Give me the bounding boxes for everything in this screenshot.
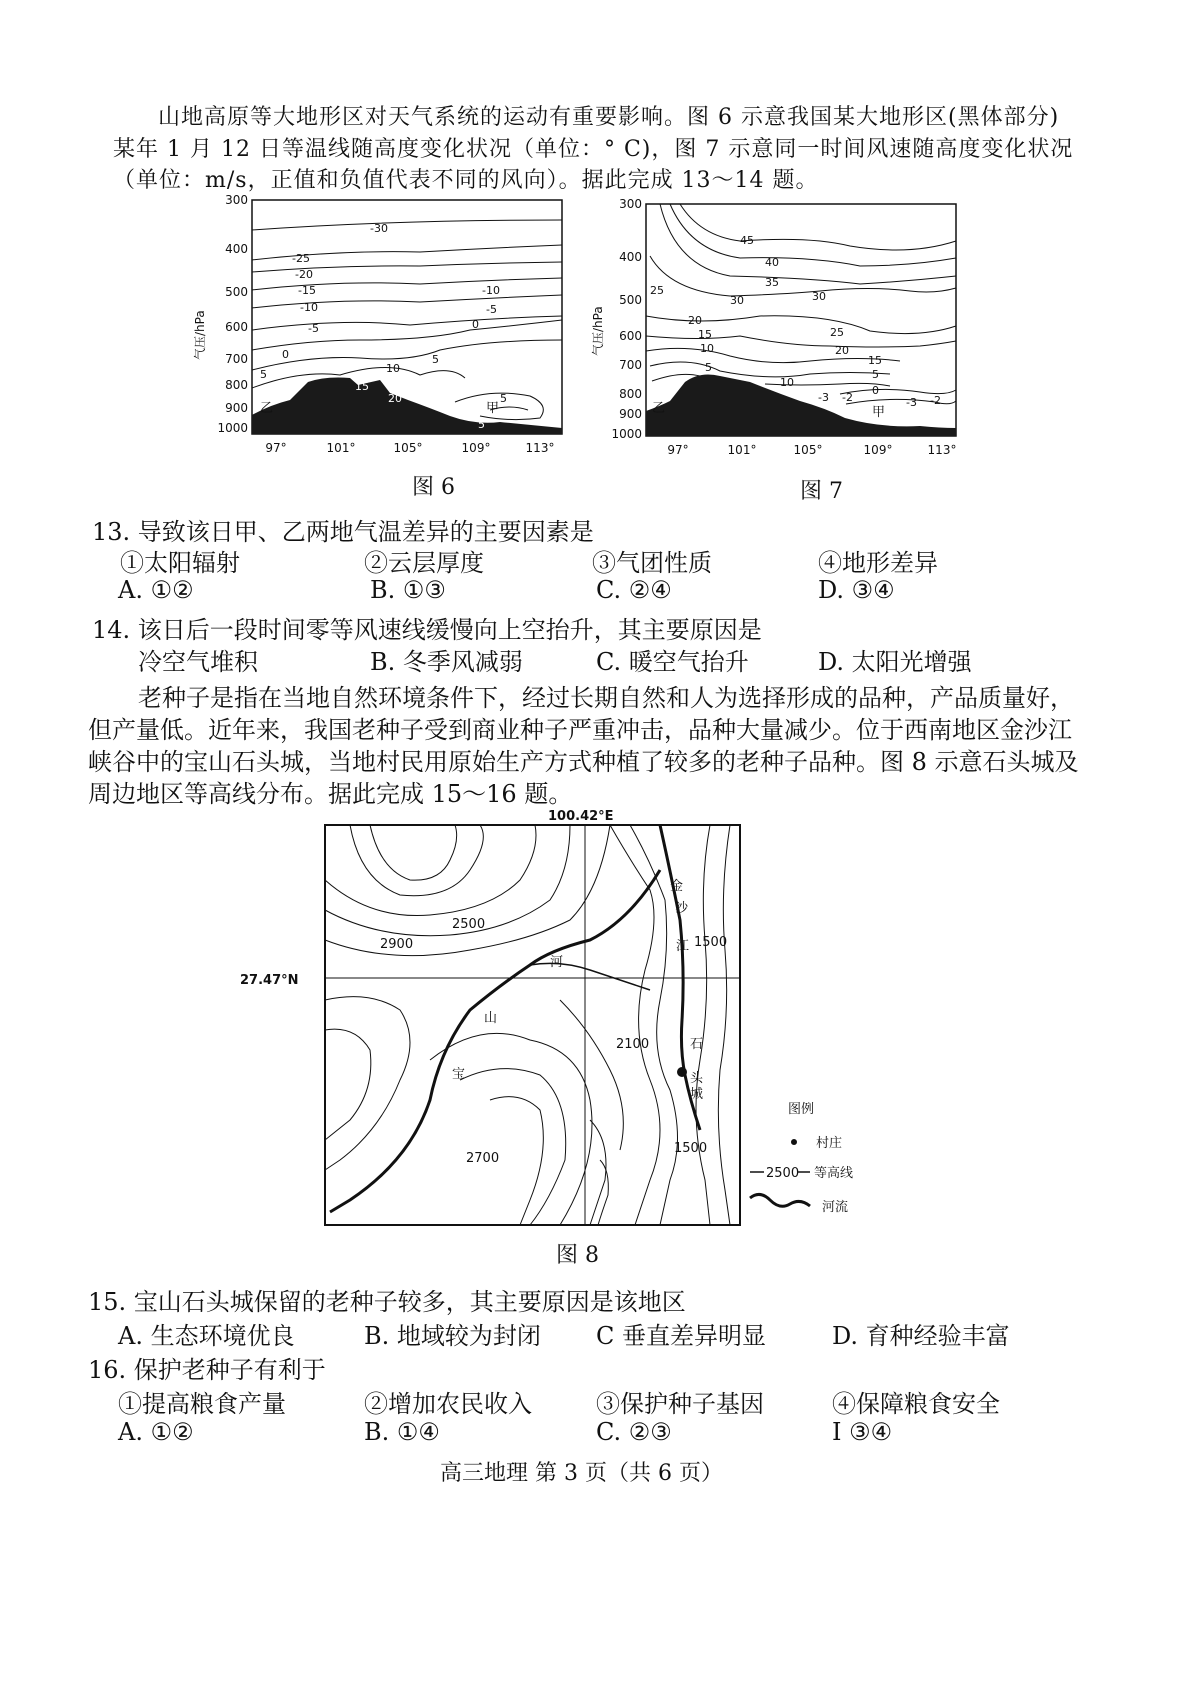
q13-option-c[interactable]: C. ②④	[596, 576, 672, 604]
fig8-contour-label: 1500	[694, 935, 728, 950]
q15-stem: 15. 宝山石头城保留的老种子较多，其主要原因是该地区	[88, 1288, 686, 1316]
fig8-river-char: 山	[484, 1011, 498, 1026]
fig6-contour-label: 10	[386, 362, 400, 375]
intro1-line1: 山地高原等大地形区对天气系统的运动有重要影响。图 6 示意我国某大地形区(黑体部分)	[158, 105, 1060, 130]
fig7-contour-label: 30	[730, 294, 744, 307]
fig7-contour-label: 5	[872, 368, 879, 381]
q13-option-d[interactable]: D. ③④	[818, 576, 895, 604]
q13-option-b[interactable]: B. ①③	[370, 576, 446, 604]
fig7-contour-label: -3	[906, 396, 917, 409]
fig6-xtick: 113°	[525, 441, 555, 455]
fig7-contour-label: 20	[835, 344, 849, 357]
fig6-contour-label: 5	[260, 368, 267, 381]
legend-title: 图例	[788, 1102, 815, 1117]
q15-option-c[interactable]: C 垂直差异明显	[596, 1322, 766, 1350]
fig6-contour-label: 5	[500, 392, 507, 405]
fig6-contour-label: -5	[308, 322, 319, 335]
fig7-caption: 图 7	[800, 479, 843, 504]
q16-option-b[interactable]: B. ①④	[364, 1418, 440, 1446]
intro2-line1: 老种子是指在当地自然环境条件下，经过长期自然和人为选择形成的品种，产品质量好，	[138, 684, 1074, 712]
fig6-contour-label: 0	[472, 318, 479, 331]
fig6-xtick: 101°	[326, 441, 356, 455]
q16-item: ③保护种子基因	[596, 1390, 764, 1418]
q13-item: ③气团性质	[592, 549, 712, 577]
fig7-xtick: 109°	[863, 443, 893, 457]
legend-village: 村庄	[816, 1136, 843, 1151]
fig7-contour-label: 0	[872, 384, 879, 397]
intro1-line3: （单位：m/s，正值和负值代表不同的风向）。据此完成 13～14 题。	[113, 168, 819, 193]
fig7-contour-label: 5	[705, 361, 712, 374]
fig7-ytick: 800	[619, 387, 642, 401]
q13-item: ②云层厚度	[364, 549, 484, 577]
fig8-river-char: 江	[676, 939, 690, 954]
q14-option-c[interactable]: C. 暖空气抬升	[596, 648, 749, 676]
fig7-ytick: 700	[619, 358, 642, 372]
fig7-xtick: 105°	[793, 443, 823, 457]
q14-option-a[interactable]: 冷空气堆积	[138, 648, 258, 676]
q16-option-a[interactable]: A. ①②	[118, 1418, 194, 1446]
fig7-contour-label: 10	[700, 342, 714, 355]
terrain	[252, 378, 562, 435]
fig7-ytick: 1000	[611, 427, 642, 441]
fig6-contour-label: 5	[478, 418, 485, 431]
q15-option-d[interactable]: D. 育种经验丰富	[832, 1322, 1010, 1350]
fig8-caption: 图 8	[556, 1243, 599, 1268]
legend-village-icon	[791, 1139, 797, 1145]
q13-item: ④地形差异	[818, 549, 938, 577]
figure-7	[590, 196, 990, 480]
fig7-ytick: 400	[619, 250, 642, 264]
intro2-line3: 峡谷中的宝山石头城，当地村民用原始生产方式种植了较多的老种子品种。图 8 示意石头城及	[88, 748, 1079, 776]
figure-6	[190, 190, 610, 480]
legend-river-icon	[750, 1194, 810, 1206]
fig6-caption: 图 6	[412, 475, 455, 500]
fig6-ytick: 600	[225, 320, 248, 334]
fig6-ytick: 500	[225, 285, 248, 299]
q14-option-b[interactable]: B. 冬季风减弱	[370, 648, 523, 676]
fig6-ytick: 700	[225, 352, 248, 366]
fig6-contour-label: -5	[486, 303, 497, 316]
fig6-xtick: 109°	[461, 441, 491, 455]
fig8-legend	[750, 1102, 853, 1215]
fig8-contour-label: 2100	[616, 1037, 650, 1052]
fig7-xtick: 113°	[927, 443, 957, 457]
fig7-contour-label: 30	[812, 290, 826, 303]
fig6-xtick: 97°	[265, 441, 287, 455]
fig8-town-char: 城	[690, 1087, 704, 1102]
q16-item: ④保障粮食安全	[832, 1390, 1000, 1418]
fig8-lat: 27.47°N	[240, 973, 299, 988]
q16-stem: 16. 保护老种子有利于	[88, 1356, 326, 1384]
legend-contour-value: 2500	[766, 1166, 800, 1181]
fig7-contour-label: -2	[930, 394, 941, 407]
fig7-contour-label: 20	[688, 314, 702, 327]
fig7-ytick: 600	[619, 329, 642, 343]
fig8-river-char: 河	[550, 955, 564, 970]
village-marker	[677, 1067, 687, 1077]
fig8-contour-label: 2900	[380, 937, 414, 952]
fig7-contour-label: 45	[740, 234, 754, 247]
intro2-line2: 但产量低。近年来，我国老种子受到商业种子严重冲击，品种大量减少。位于西南地区金沙江	[88, 716, 1072, 744]
fig7-contour-label: 35	[765, 276, 779, 289]
fig7-contour-label: 40	[765, 256, 779, 269]
q13-item: ①太阳辐射	[120, 549, 240, 577]
fig7-ytick: 500	[619, 293, 642, 307]
q16-option-d[interactable]: I ③④	[832, 1418, 893, 1446]
q16-item: ①提高粮食产量	[118, 1390, 286, 1418]
fig6-contour-label: -10	[482, 284, 500, 297]
fig6-contour-label: -25	[292, 252, 310, 265]
fig8-contour-label: 1500	[674, 1141, 708, 1156]
fig7-ylabel: 气压/hPa	[591, 306, 605, 356]
legend-river: 河流	[822, 1200, 849, 1215]
fig7-xtick: 101°	[727, 443, 757, 457]
fig8-lon: 100.42°E	[548, 809, 614, 824]
q16-option-c[interactable]: C. ②③	[596, 1418, 672, 1446]
fig6-ytick: 800	[225, 378, 248, 392]
figure-8	[230, 800, 910, 1240]
fig6-ylabel: 气压/hPa	[193, 310, 207, 360]
fig6-xtick: 105°	[393, 441, 423, 455]
fig6-contour-label: -10	[300, 301, 318, 314]
fig7-contour-label: 15	[868, 354, 882, 367]
fig6-ytick: 300	[225, 193, 248, 207]
q14-option-d[interactable]: D. 太阳光增强	[818, 648, 972, 676]
fig6-contour-label: -30	[370, 222, 388, 235]
legend-contour: 等高线	[814, 1166, 854, 1181]
fig7-ytick: 900	[619, 407, 642, 421]
fig7-point-yi: 乙	[652, 401, 666, 416]
q13-option-a[interactable]: A. ①②	[118, 576, 194, 604]
fig6-contour-label: -20	[295, 268, 313, 281]
q15-option-b[interactable]: B. 地域较为封闭	[364, 1322, 541, 1350]
fig8-town-char: 石	[690, 1037, 704, 1052]
fig6-ytick: 1000	[217, 421, 248, 435]
fig8-river-char: 金	[670, 879, 684, 894]
fig6-contour-label: 0	[282, 348, 289, 361]
fig6-point-yi: 乙	[260, 401, 274, 416]
fig6-ytick: 400	[225, 242, 248, 256]
fig8-river-char: 沙	[675, 901, 689, 916]
fig6-contour-label: 15	[355, 380, 369, 393]
intro1-line2: 某年 1 月 12 日等温线随高度变化状况（单位：° C)，图 7 示意同一时间风速随高度变化状况	[113, 137, 1074, 162]
fig7-contour-label: 25	[830, 326, 844, 339]
fig6-contour-label: -15	[298, 284, 316, 297]
fig6-ytick: 900	[225, 401, 248, 415]
fig8-river-char: 宝	[452, 1067, 466, 1082]
q16-item: ②增加农民收入	[364, 1390, 532, 1418]
fig7-contour-label: 10	[780, 376, 794, 389]
q13-stem: 13. 导致该日甲、乙两地气温差异的主要因素是	[92, 518, 594, 546]
fig7-ytick: 300	[619, 197, 642, 211]
fig7-xtick: 97°	[667, 443, 689, 457]
fig7-point-jia: 甲	[872, 405, 886, 420]
fig8-contour-label: 2500	[452, 917, 486, 932]
fig6-contour-label: 20	[388, 392, 402, 405]
fig8-contour-label: 2700	[466, 1151, 500, 1166]
page-footer: 高三地理 第 3 页（共 6 页）	[440, 1461, 723, 1486]
q14-stem: 14. 该日后一段时间零等风速线缓慢向上空抬升，其主要原因是	[92, 616, 762, 644]
fig8-town-char: 头	[690, 1071, 704, 1086]
fig6-contour-label: 5	[432, 353, 439, 366]
q15-option-a[interactable]: A. 生态环境优良	[118, 1322, 295, 1350]
fig7-contour-label: 15	[698, 328, 712, 341]
fig7-contour-label: -3	[818, 391, 829, 404]
fig7-contour-label: -2	[842, 391, 853, 404]
fig6-point-jia: 甲	[486, 401, 500, 416]
intro2-line4: 周边地区等高线分布。据此完成 15～16 题。	[88, 780, 573, 808]
fig7-contour-label: 25	[650, 284, 664, 297]
